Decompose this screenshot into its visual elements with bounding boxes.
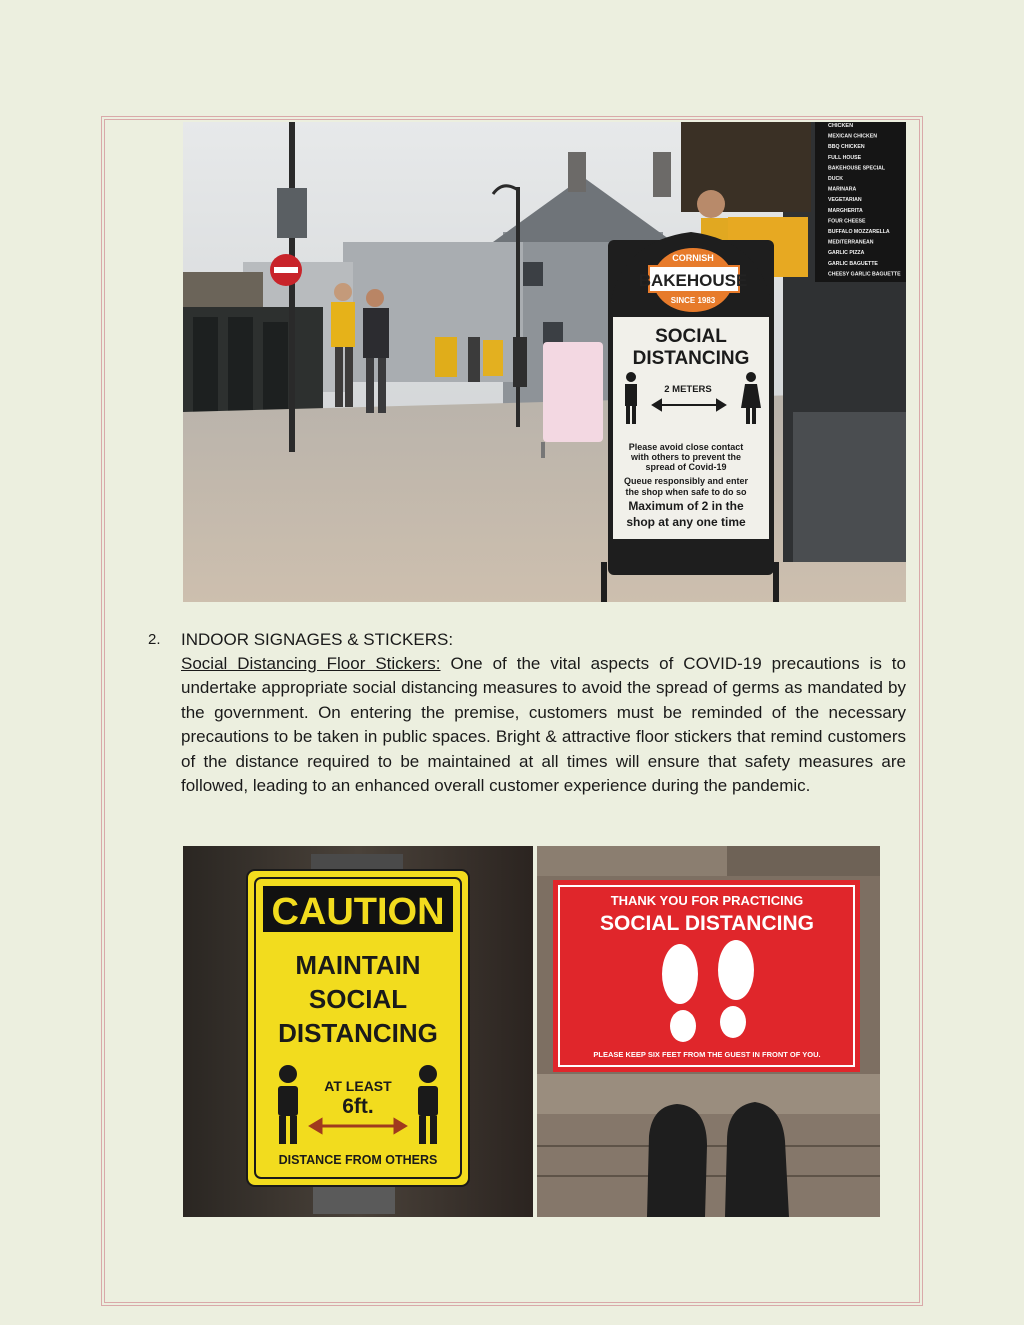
sign-line4: Queue responsibly and enter	[623, 476, 749, 486]
sign-brand-top: CORNISH	[672, 253, 714, 263]
section-heading: INDOOR SIGNAGES & STICKERS:	[181, 630, 454, 649]
paragraph-lead: Social Distancing Floor Stickers:	[181, 654, 441, 673]
caution-sign-photo	[183, 846, 533, 1217]
menu-item: CHICKEN	[828, 123, 854, 129]
caution-line1: MAINTAIN	[295, 950, 421, 980]
menu-item: FOUR CHEESE	[828, 218, 866, 225]
menu-item: VEGETARIAN	[828, 197, 862, 204]
section-paragraph	[181, 652, 906, 798]
menu-item: GARLIC PIZZA	[828, 250, 865, 257]
menu-board-items	[828, 123, 853, 129]
caution-at-least: AT LEAST	[324, 1078, 392, 1094]
paragraph-body: One of the vital aspects of COVID-19 precautions is to undertake appropriate social distancing measures to avoid the spread of germs as mandated by the government. On entering the premise, customers must be reminded of the necessary precautions to be taken in public spaces. Bright & attractive floor stickers that remind customers of the distance required to be maintained at all times will ensure that safety measures are followed, leading to an enhanced overall customer experience during the pandemic.	[181, 654, 906, 796]
menu-item: MEDITERRANEAN	[828, 239, 874, 246]
sign-line1: Please avoid close contact	[628, 442, 744, 452]
sign-brand: BAKEHOUSE	[638, 271, 748, 290]
sign-line6: Maximum of 2 in the	[628, 499, 744, 513]
menu-item: BAKEHOUSE SPECIAL	[828, 165, 886, 172]
menu-item: BBQ CHICKEN	[828, 144, 865, 151]
caution-line2: SOCIAL	[308, 984, 408, 1014]
sign-title-line2: DISTANCING	[632, 348, 750, 369]
menu-item: DUCK	[828, 176, 843, 182]
menu-item: BUFFALO MOZZARELLA	[828, 229, 890, 235]
street-sign-photo	[183, 122, 906, 602]
floor-line1: THANK YOU FOR PRACTICING	[610, 893, 804, 908]
sign-line7: shop at any one time	[626, 515, 746, 529]
caution-title: CAUTION	[271, 891, 445, 933]
menu-item: CHEESY GARLIC BAGUETTE	[828, 271, 901, 278]
section-number: 2.	[148, 631, 161, 648]
menu-item: MARINARA	[828, 186, 857, 193]
menu-item: MEXICAN CHICKEN	[828, 133, 877, 140]
caution-line3: DISTANCING	[278, 1018, 438, 1048]
sign-meters: 2 METERS	[664, 384, 712, 395]
caution-distance: 6ft.	[342, 1095, 374, 1118]
menu-item: MARGHERITA	[828, 207, 863, 214]
caution-footer: DISTANCE FROM OTHERS	[278, 1153, 438, 1167]
menu-item: FULL HOUSE	[828, 154, 862, 161]
floor-footer: PLEASE KEEP SIX FEET FROM THE GUEST IN FRONT OF YOU.	[593, 1050, 821, 1059]
floor-sticker-photo	[537, 846, 880, 1217]
sign-line3: spread of Covid-19	[645, 462, 727, 472]
menu-item: GARLIC BAGUETTE	[828, 260, 878, 267]
floor-line2: SOCIAL DISTANCING	[600, 912, 814, 935]
sign-title-line1: SOCIAL	[655, 326, 727, 347]
sign-line2: with others to prevent the	[630, 452, 742, 462]
sign-line5: the shop when safe to do so	[625, 487, 747, 497]
sign-brand-since: SINCE 1983	[670, 296, 716, 305]
